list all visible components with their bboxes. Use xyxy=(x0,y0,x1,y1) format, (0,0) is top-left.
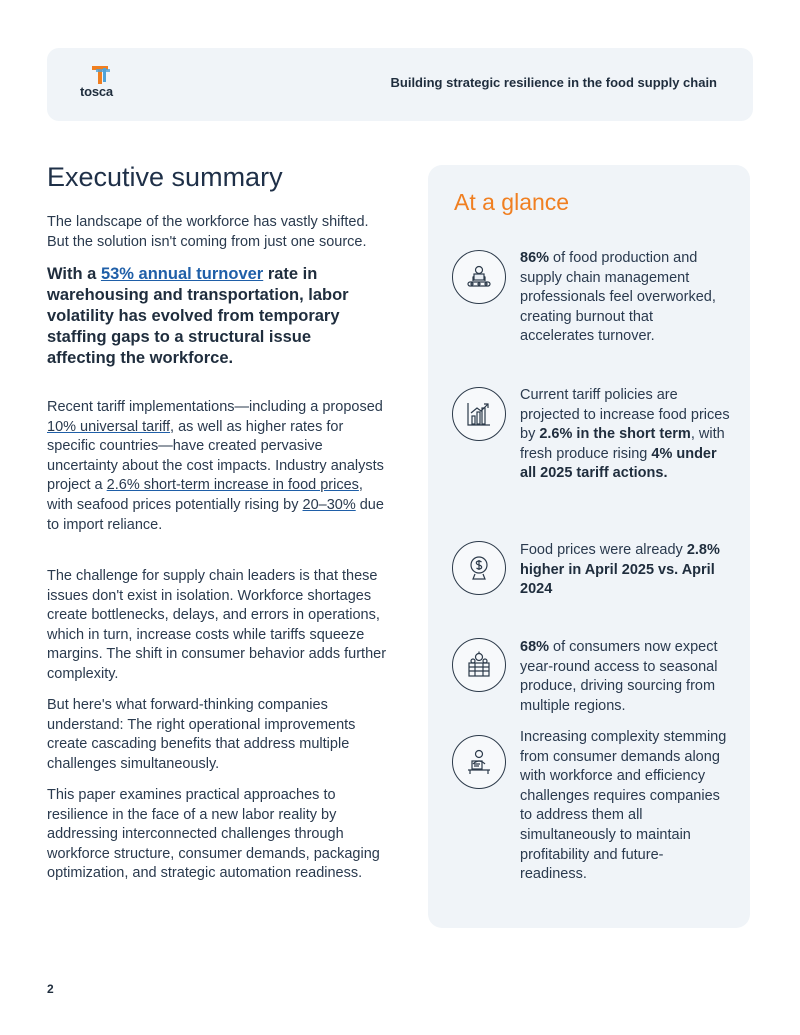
food-prices-link[interactable]: 2.6% short-term increase in food prices xyxy=(106,477,359,494)
stat-highlight: 68% xyxy=(520,639,550,655)
lead-prefix: With a xyxy=(47,265,101,283)
lead-suffix: rate in warehousing and transportation, labor volatility has evolved from temporary staffing gaps to a structural issue affecting the workforce. xyxy=(47,265,349,367)
glance-item-4-text xyxy=(520,638,730,716)
stat-highlight: 4% under all 2025 tariff actions. xyxy=(520,445,717,482)
at-a-glance-panel xyxy=(428,165,750,928)
page-number: 2 xyxy=(47,982,54,996)
text-run: of consumers now expect year-round access to seasonal produce, driving sourcing from multiple regions. xyxy=(520,639,718,714)
document-title: Building strategic resilience in the food supply chain xyxy=(390,75,717,90)
glance-item-1-text xyxy=(520,249,730,347)
text-run: Current tariff policies are projected to increase food prices by xyxy=(520,387,730,443)
tariff-paragraph xyxy=(47,398,387,535)
challenge-paragraph: The challenge for supply chain leaders is that these issues don't exist in isolation. Workforce shortages create bottlenecks, delays, and errors in operations, which in turn, increase costs while tariffs squeeze margins. The shift in consumer behavior adds further complexity. xyxy=(47,568,387,682)
turnover-link[interactable]: 53% annual turnover xyxy=(100,265,264,283)
seafood-link[interactable]: 20–30% xyxy=(302,496,356,513)
lead-statement xyxy=(47,264,377,369)
text-run: due to import reliance. xyxy=(47,496,384,533)
stat-highlight: 86% xyxy=(520,250,550,266)
text-run: , with seafood prices potentially rising by xyxy=(47,477,363,513)
dollar-globe-icon xyxy=(452,541,506,595)
text-run: Recent tariff implementations—including a proposed xyxy=(47,399,383,415)
glance-item-5-text: Increasing complexity stemming from consumer demands along with workforce and efficiency challenges requires companies to address them all simultaneously to maintain profitability and future-readiness. xyxy=(520,729,727,883)
paper-overview-paragraph: This paper examines practical approaches to resilience in the face of a new labor reality by addressing interconnected challenges through workforce structure, consumer demands, packaging optimization, and strategic automation readiness. xyxy=(47,787,380,882)
stat-highlight: 2.8% higher in April 2025 vs. April 2024 xyxy=(520,542,720,598)
glance-title: At a glance xyxy=(454,189,570,215)
bar-chart-rising-icon xyxy=(452,387,506,441)
glance-item-2-text xyxy=(520,386,730,484)
text-run: of food production and supply chain management professionals feel overworked, creating burnout that accelerates turnover. xyxy=(520,250,716,345)
tosca-logo xyxy=(80,65,124,105)
worker-desk-icon xyxy=(452,735,506,789)
text-run: , as well as higher rates for specific countries—have created pervasive uncertainty about the cost impacts. Industry analysts project a xyxy=(47,418,384,494)
glance-item-3-text xyxy=(520,541,730,600)
section-heading: Executive summary xyxy=(47,162,283,192)
universal-tariff-link[interactable]: 10% universal tariff xyxy=(47,418,171,435)
logo-text: tosca xyxy=(80,84,113,99)
text-run: Food prices were already xyxy=(520,542,687,558)
stat-highlight: 2.6% in the short term xyxy=(539,426,691,443)
intro-paragraph: The landscape of the workforce has vastly shifted. But the solution isn't coming from just one source. xyxy=(47,214,369,250)
text-run: , with fresh produce rising xyxy=(520,426,725,462)
page-header xyxy=(47,48,753,121)
produce-crate-icon xyxy=(452,638,506,692)
worker-conveyor-icon xyxy=(452,250,506,304)
forward-thinking-paragraph: But here's what forward-thinking companies understand: The right operational improvements create cascading benefits that address multiple challenges simultaneously. xyxy=(47,697,356,772)
